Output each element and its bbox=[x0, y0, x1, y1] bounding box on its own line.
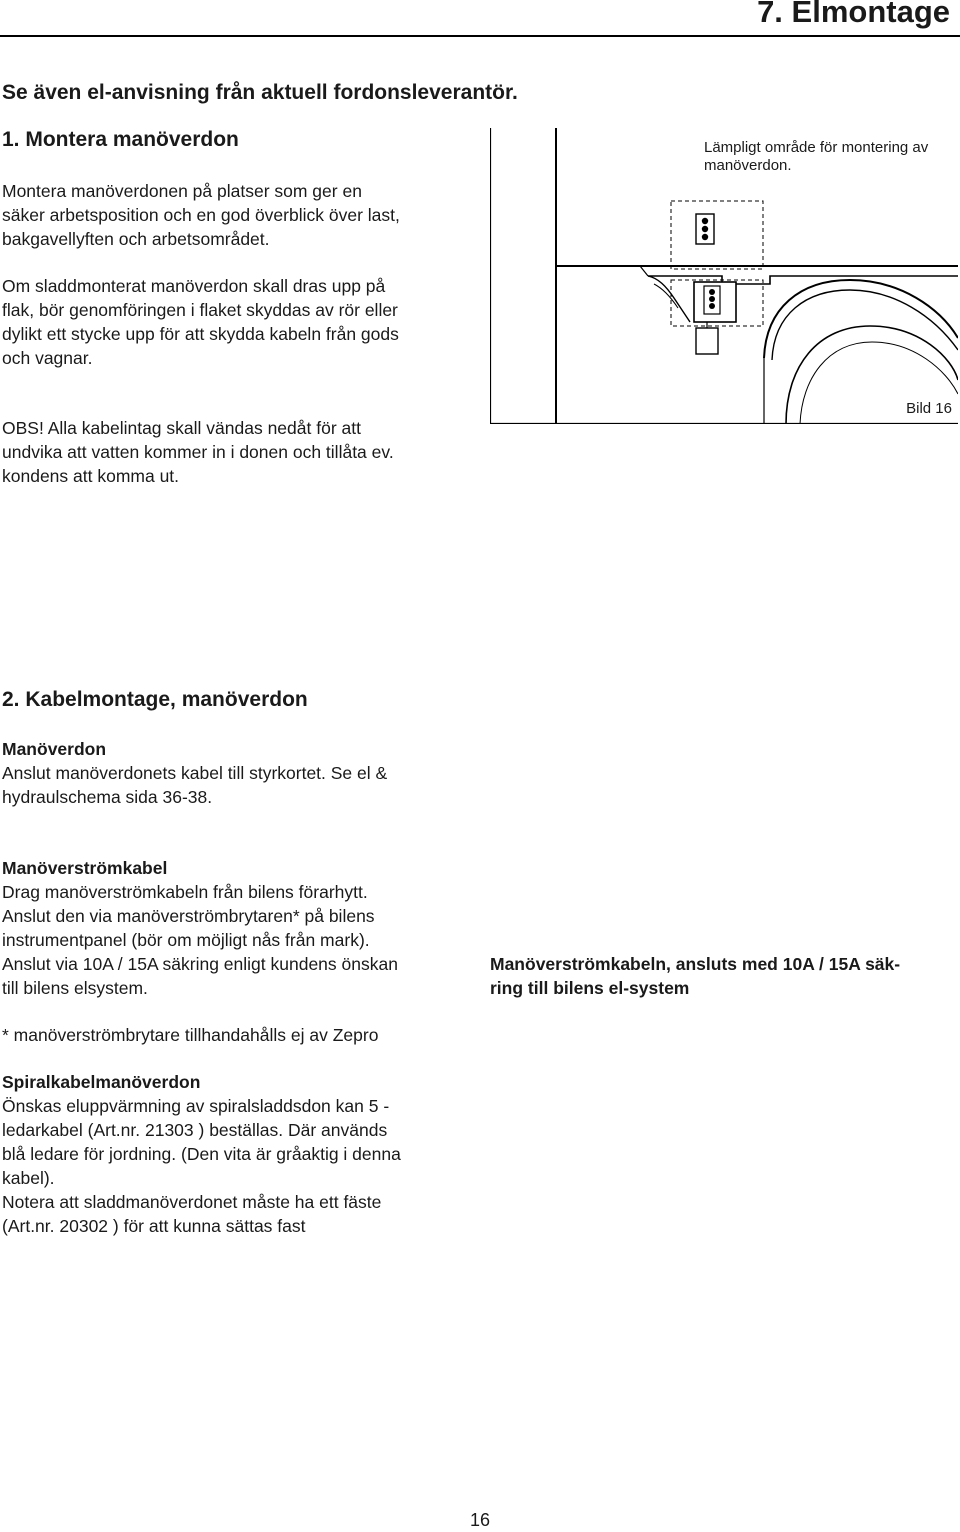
figure-caption: Lämpligt område för montering av manöverdon. bbox=[704, 139, 929, 174]
figure-label: Bild 16 bbox=[906, 400, 952, 417]
manoverdon-text: Anslut manöverdonets kabel till styrkortet. Se el & hydraulschema sida 36-38. bbox=[2, 763, 388, 807]
footnote: * manöverströmbrytare tillhandahålls ej av Zepro bbox=[2, 1025, 379, 1045]
section1-obs-note: OBS! Alla kabelintag skall vändas nedåt för att undvika att vatten kommer in i donen och tillåta ev. kondens att komma ut. bbox=[2, 418, 394, 486]
control-box-upper-icon bbox=[696, 214, 714, 244]
page-number bbox=[0, 1510, 960, 1531]
page-number-text: 16 bbox=[469, 1510, 491, 1530]
section1-para1: Montera manöverdonen på platser som ger en säker arbetsposition och en god överblick över last, bakgavellyften och arbetsområdet. bbox=[2, 181, 400, 249]
manoverdon-subheading: Manöverdon bbox=[2, 739, 107, 759]
spiral-subheading: Spiralkabelmanöverdon bbox=[2, 1072, 201, 1092]
spiral-text: Önskas eluppvärmning av spiralsladdsdon kan 5 - ledarkabel (Art.nr. 21303 ) beställas. Där används blå ledare för jordning. (Den vita är gråaktig i denna kabel). Notera att sladdmanöverdonet måste ha ett fäste (Art.nr. 20302 ) för att kunna sättas fast bbox=[2, 1096, 401, 1236]
stromkabel-text: Drag manöverströmkabeln från bilens förarhytt. Anslut den via manöverströmbrytaren* på bilens instrumentpanel (bör om möjligt nås från mark). Anslut via 10A / 15A säkring enligt kundens önskan till bilens elsystem. bbox=[2, 882, 398, 998]
stromkabel-subheading: Manöverströmkabel bbox=[2, 858, 168, 878]
chapter-title: 7. Elmontage bbox=[757, 0, 950, 29]
section2-heading: 2. Kabelmontage, manöverdon bbox=[2, 688, 308, 711]
header-rule bbox=[0, 35, 960, 37]
intro-text: Se även el-anvisning från aktuell fordonsleverantör. bbox=[2, 81, 518, 104]
stromkabel-side-note: Manöverströmkabeln, ansluts med 10A / 15A säk- ring till bilens el-system bbox=[490, 954, 901, 998]
section1-heading: 1. Montera manöverdon bbox=[2, 128, 239, 151]
section1-para2: Om sladdmonterat manöverdon skall dras upp på flak, bör genomföringen i flaket skyddas av rör eller dylikt ett stycke upp för att skydda kabeln från gods och vagnar. bbox=[2, 276, 399, 368]
control-box-lower-icon bbox=[694, 282, 736, 354]
